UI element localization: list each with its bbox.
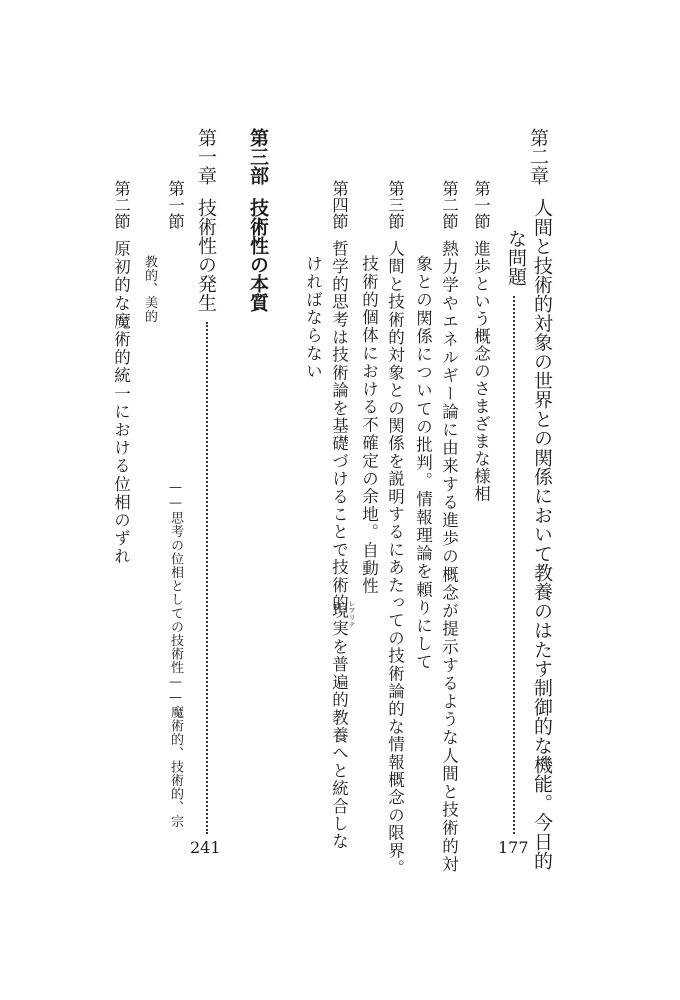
section-2-title-line2: 象との関係についての批判。情報理論を頼りにして	[413, 255, 433, 672]
section-3-title-line2: 技術的個体における不確定の余地。自動性	[359, 255, 379, 596]
page-number-ch2: 177	[498, 838, 529, 857]
part-3-chapter-1-label: 第一章	[195, 128, 217, 185]
part-3-section-2-label: 第二節	[111, 180, 131, 230]
part-3-chapter-1-title: 技術性の発生	[195, 198, 217, 312]
part-3-section-1-label: 第一節	[165, 180, 185, 230]
part-3-section-1-subtitle-line1: ——思考の位相としての技術性——魔術的、技術的、宗	[168, 480, 183, 828]
part-3-label: 第三部	[247, 128, 269, 185]
leader-dots-p3ch1	[206, 322, 208, 834]
section-3-label: 第三節	[385, 180, 405, 230]
section-1-title: 進歩という概念のさまざまな様相	[471, 240, 491, 503]
section-4-title-line2: ければならない	[303, 255, 323, 381]
part-3-section-2-title: 原初的な魔術的統一における位相のずれ	[111, 240, 131, 566]
section-4-label: 第四節	[329, 180, 349, 230]
section-3-title-line1: 人間と技術的対象との関係を説明するにあたっての技術論的な情報概念の限界。	[385, 240, 405, 878]
chapter-2-title-line1: 人間と技術的対象の世界との関係において教養のはたす制御的な機能。今日的	[531, 198, 553, 870]
chapter-2-label: 第二章	[527, 128, 549, 185]
section-4-title-line1c: を普遍的教養へと統合しな	[329, 638, 349, 851]
part-3-section-1-subtitle-line2: 教的、美的	[142, 255, 157, 323]
section-1-label: 第一節	[471, 180, 491, 230]
section-4-title-line1b: 現実	[329, 602, 349, 638]
page-number-p3ch1: 241	[190, 838, 221, 857]
part-3-title: 技術性の本質	[247, 198, 269, 312]
chapter-2-title-line2: な問題	[505, 229, 527, 286]
section-2-label: 第二節	[439, 180, 459, 230]
leader-dots-ch2	[513, 296, 515, 834]
section-4-title-line1a: 哲学的思考は技術論を基礎づけることで技術的	[329, 240, 349, 612]
section-2-title-line1: 熱力学やエネルギー論に由来する進歩の概念が提示するような人間と技術的対	[439, 240, 459, 874]
section-4-ruby: レアリテ	[348, 600, 356, 628]
